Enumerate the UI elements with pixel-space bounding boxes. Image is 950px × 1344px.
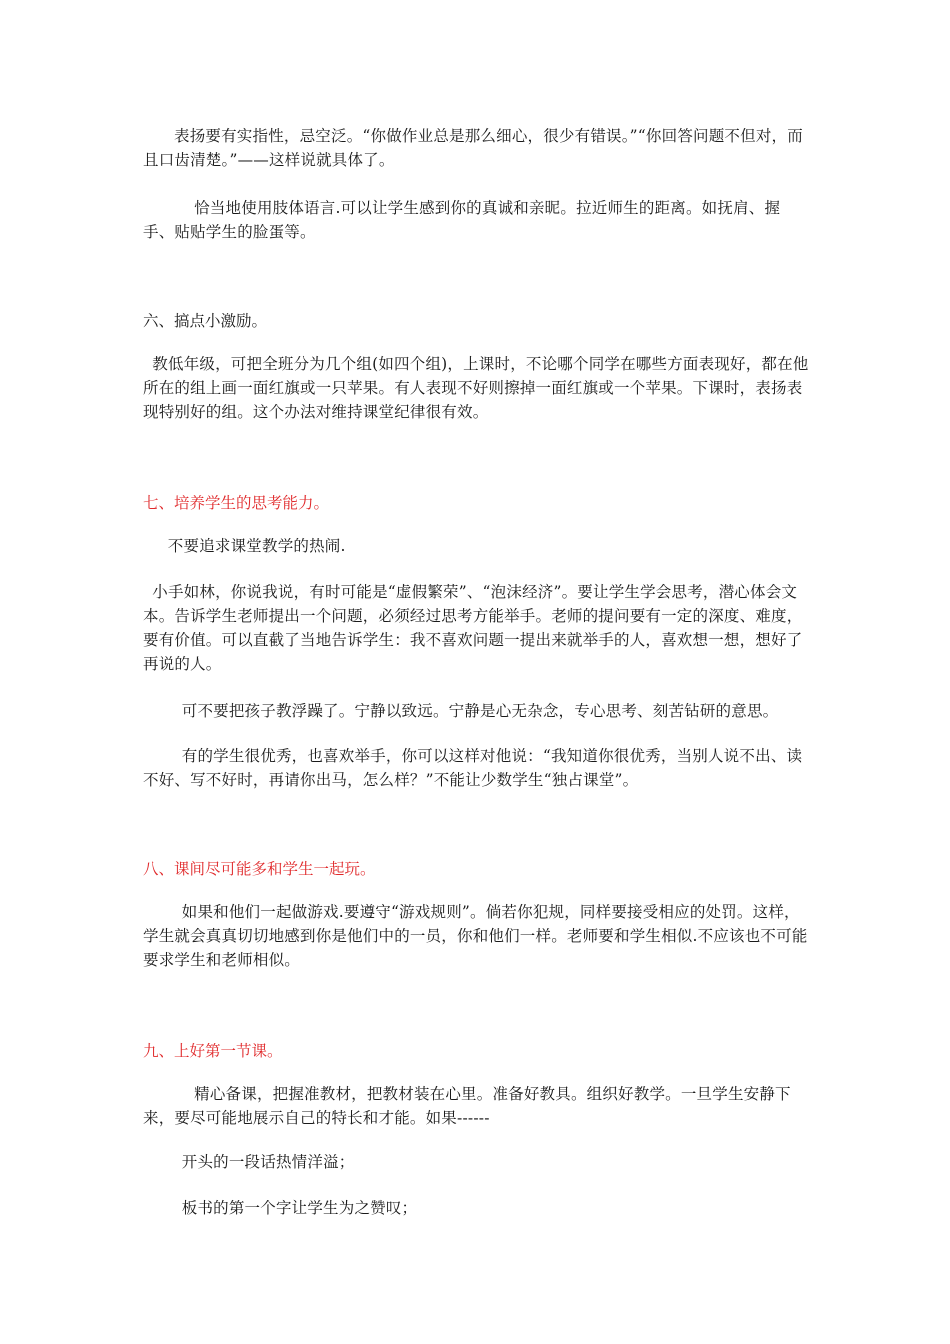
- section-heading-8: 八、课间尽可能多和学生一起玩。: [143, 860, 376, 878]
- paragraph-play-together: 如果和他们一起做游戏.要遵守“游戏规则”。倘若你犯规，同样要接受相应的处罚。这样，学生就会真真切切地感到你是他们中的一员，你和他们一样。老师要和学生相似.不应该也不可能要求学生和老师相似。: [143, 903, 808, 969]
- paragraph-first-character: 板书的第一个字让学生为之赞叹；: [181, 1199, 418, 1217]
- paragraph-body-language: 恰当地使用肢体语言.可以让学生感到你的真诚和亲昵。拉近师生的距离。如抚肩、握手、贴贴学生的脸蛋等。: [143, 199, 781, 241]
- paragraph-first-lesson: 精心备课，把握准教材，把教材装在心里。准备好教具。组织好教学。一旦学生安静下来，要尽可能地展示自己的特长和才能。如果------: [143, 1085, 791, 1127]
- paragraph-tranquility: 可不要把孩子教浮躁了。宁静以致远。宁静是心无杂念，专心思考、刻苦钻研的意思。: [181, 702, 779, 720]
- paragraph-small-incentive: 教低年级，可把全班分为几个组(如四个组)，上课时，不论哪个同学在哪些方面表现好，都在他所在的组上画一面红旗或一只苹果。有人表现不好则擦掉一面红旗或一个苹果。下课时，表扬表现特别好的组。这个办法对维持课堂纪律很有效。: [143, 355, 809, 421]
- paragraph-excellent-students: 有的学生很优秀，也喜欢举手，你可以这样对他说：“我知道你很优秀，当别人说不出、读不好、写不好时，再请你出马，怎么样？”不能让少数学生“独占课堂”。: [143, 747, 803, 789]
- section-heading-7: 七、培养学生的思考能力。: [143, 494, 330, 512]
- paragraph-avoid-noise: 不要追求课堂教学的热闹.: [167, 537, 346, 555]
- paragraph-opening-words: 开头的一段话热情洋溢；: [181, 1153, 355, 1171]
- section-heading-9: 九、上好第一节课。: [143, 1042, 283, 1060]
- section-heading-6: 六、搞点小激励。: [143, 312, 268, 330]
- paragraph-think-before-answer: 小手如林，你说我说，有时可能是“虚假繁荣”、“泡沫经济”。要让学生学会思考，潜心体会文本。告诉学生老师提出一个问题，必须经过思考方能举手。老师的提问要有一定的深度、难度，要有价值。可以直截了当地告诉学生：我不喜欢问题一提出来就举手的人，喜欢想一想，想好了再说的人。: [143, 583, 803, 673]
- paragraph-praise-specific: 表扬要有实指性，忌空泛。“你做作业总是那么细心，很少有错误。”“你回答问题不但对，而且口齿清楚。”——这样说就具体了。: [143, 127, 803, 169]
